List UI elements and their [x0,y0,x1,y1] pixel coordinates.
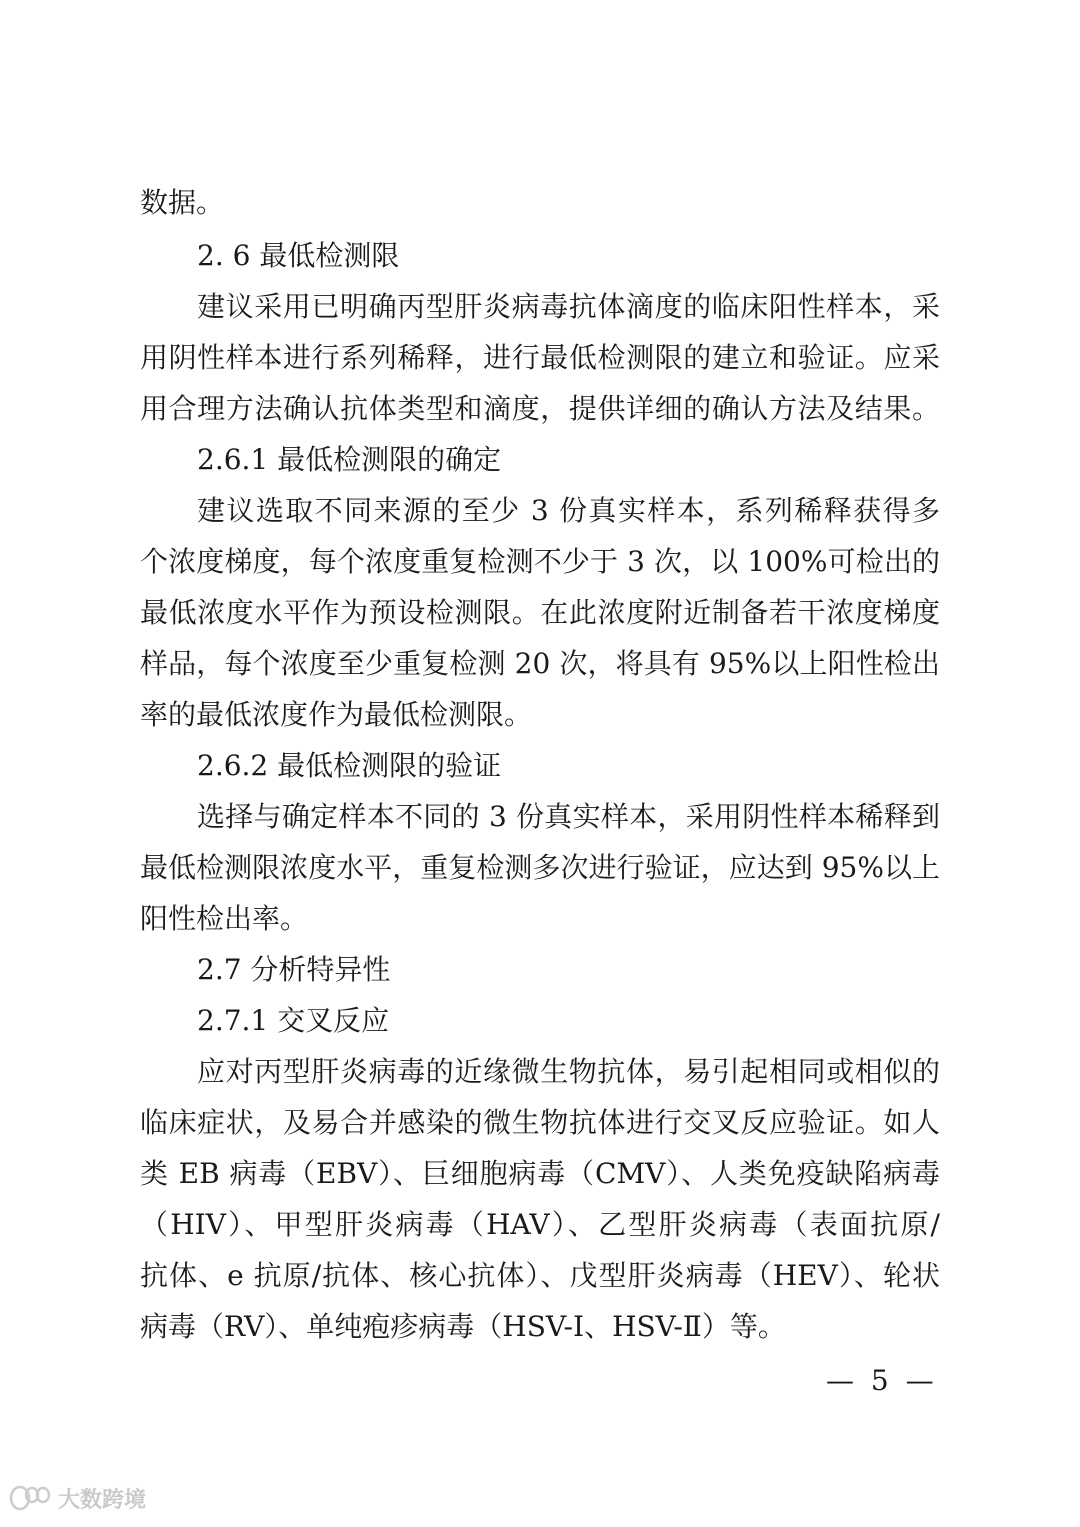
paragraph-line: 病毒（RV）、单纯疱疹病毒（HSV-Ⅰ、HSV-Ⅱ）等。 [140,1310,786,1343]
paragraph-line: （HIV）、甲型肝炎病毒（HAV）、乙型肝炎病毒（表面抗原/ [140,1208,940,1241]
paragraph-line: 临床症状，及易合并感染的微生物抗体进行交叉反应验证。如人 [140,1106,940,1139]
paragraph-line: 应对丙型肝炎病毒的近缘微生物抗体，易引起相同或相似的 [197,1055,940,1088]
paragraph-line: 数据。 [140,186,225,219]
watermark-logo-icon [8,1483,52,1513]
paragraph-line: 选择与确定样本不同的 3 份真实样本，采用阴性样本稀释到 [197,800,940,833]
page-number: — 5 — [826,1364,938,1397]
section-heading-2-7: 2.7 分析特异性 [197,953,391,986]
paragraph-line: 最低浓度水平作为预设检测限。在此浓度附近制备若干浓度梯度 [140,596,940,629]
paragraph-line: 最低检测限浓度水平，重复检测多次进行验证，应达到 95%以上 [140,851,940,884]
paragraph-line: 用合理方法确认抗体类型和滴度，提供详细的确认方法及结果。 [140,392,940,425]
section-heading-2-6-1: 2.6.1 最低检测限的确定 [197,443,502,476]
section-heading-2-6-2: 2.6.2 最低检测限的验证 [197,749,502,782]
paragraph-line: 建议采用已明确丙型肝炎病毒抗体滴度的临床阳性样本，采 [197,290,940,323]
paragraph-line: 用阴性样本进行系列稀释，进行最低检测限的建立和验证。应采 [140,341,940,374]
paragraph-line: 抗体、e 抗原/抗体、核心抗体）、戊型肝炎病毒（HEV）、轮状 [140,1259,940,1292]
paragraph-line: 样品，每个浓度至少重复检测 20 次，将具有 95%以上阳性检出 [140,647,940,680]
paragraph-line: 建议选取不同来源的至少 3 份真实样本，系列稀释获得多 [197,494,940,527]
paragraph-line: 率的最低浓度作为最低检测限。 [140,698,533,731]
section-heading-2-6: 2. 6 最低检测限 [197,239,400,272]
watermark-text: 大数跨境 [58,1487,147,1513]
section-heading-2-7-1: 2.7.1 交叉反应 [197,1004,390,1037]
paragraph-line: 个浓度梯度，每个浓度重复检测不少于 3 次，以 100%可检出的 [140,545,940,578]
paragraph-line: 类 EB 病毒（EBV）、巨细胞病毒（CMV）、人类免疫缺陷病毒 [140,1157,940,1190]
paragraph-line: 阳性检出率。 [140,902,309,935]
watermark [8,1478,146,1518]
